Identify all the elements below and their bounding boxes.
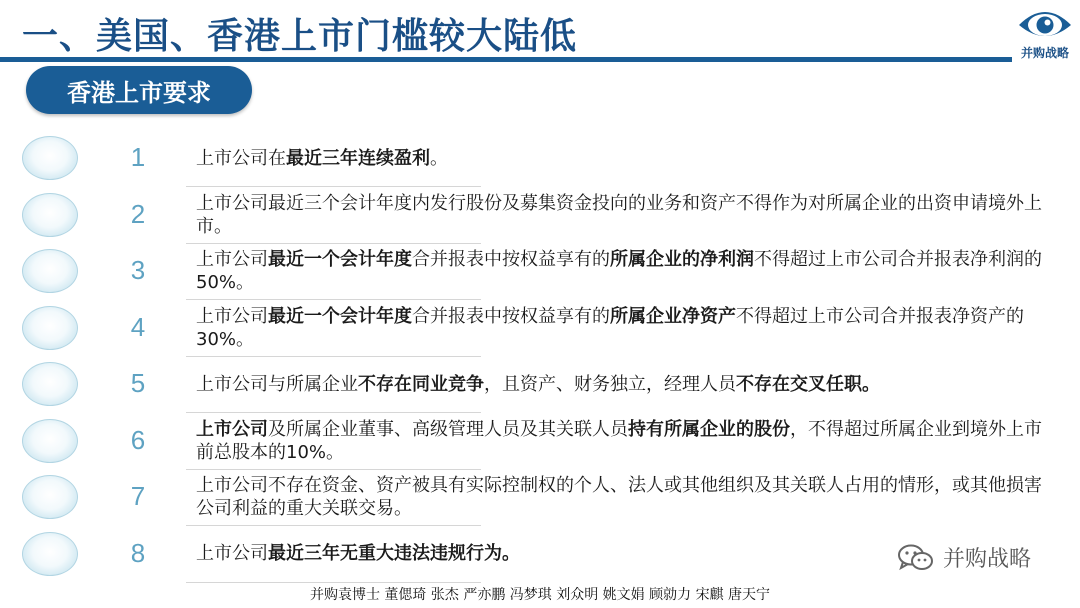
footer-credits: 并购袁博士 董偲琦 张杰 严亦鹏 冯梦琪 刘众明 姚文娟 顾勍力 宋麒 唐天宁 <box>309 587 771 603</box>
eye-icon <box>1016 4 1074 44</box>
row-text-segment: 及所属企业董事、高级管理人员及其关联人员 <box>268 418 628 440</box>
row-oval-marker <box>22 193 78 237</box>
row-text <box>196 305 1056 351</box>
row-oval-marker <box>22 532 78 576</box>
row-oval-marker <box>22 362 78 406</box>
requirement-row <box>0 358 1080 414</box>
row-text-emphasis: 不存在同业竞争 <box>358 373 484 395</box>
row-text-segment: 上市公司与所属企业 <box>196 373 358 395</box>
row-text-emphasis: 不存在交叉任职。 <box>736 373 880 395</box>
row-text-segment: 合并报表中按权益享有的 <box>412 249 610 271</box>
row-text-emphasis: 最近三年连续盈利 <box>286 147 430 169</box>
row-text <box>196 248 1056 294</box>
row-number: 4 <box>130 311 146 342</box>
row-text-emphasis: 最近一个会计年度 <box>268 249 412 271</box>
section-label: 香港上市要求 <box>26 66 252 114</box>
row-text-emphasis: 最近三年无重大违法违规行为。 <box>268 543 520 565</box>
row-divider <box>186 469 481 470</box>
requirement-row <box>0 415 1080 471</box>
row-text-emphasis: 最近一个会计年度 <box>268 305 412 327</box>
requirement-row <box>0 302 1080 358</box>
row-text <box>196 192 1056 238</box>
row-number: 3 <box>130 255 146 285</box>
row-number: 7 <box>130 481 146 511</box>
row-number: 8 <box>130 537 146 568</box>
page-title: 一、美国、香港上市门槛较大陆低 <box>22 16 578 57</box>
row-oval-marker <box>22 136 78 180</box>
row-divider <box>186 299 481 300</box>
row-number: 2 <box>130 198 146 229</box>
row-text <box>196 373 1056 396</box>
row-text-segment: 不得超过上市公司合并报表净资产的30%。 <box>196 305 1024 350</box>
row-oval-marker <box>22 419 78 463</box>
row-text-emphasis: 上市公司 <box>196 418 268 440</box>
row-text-segment: 上市公司在 <box>196 147 286 169</box>
row-text <box>196 418 1056 464</box>
row-text-segment: 。 <box>430 147 448 169</box>
row-text-segment: 上市公司最近三个会计年度内发行股份及募集资金投向的业务和资产不得作为对所属企业的出资申请境外上市。 <box>196 192 1042 237</box>
row-number: 6 <box>130 424 146 455</box>
row-text-emphasis: 持有所属企业的股份 <box>628 418 790 440</box>
requirement-row <box>0 189 1080 245</box>
row-text-segment: 上市公司 <box>196 543 268 565</box>
row-divider <box>186 525 481 526</box>
wechat-icon <box>897 543 935 573</box>
row-text <box>196 474 1056 520</box>
wechat-watermark <box>897 542 1031 573</box>
logo-text: 并购战略 <box>1020 46 1069 60</box>
row-number: 5 <box>130 368 146 398</box>
row-divider <box>186 243 481 244</box>
title-underline <box>0 57 1012 62</box>
row-text-segment: 上市公司不存在资金、资产被具有实际控制权的个人、法人或其他组织及其关联人占用的情形，或其他损害公司利益的重大关联交易。 <box>196 475 1042 520</box>
row-text-segment: 合并报表中按权益享有的 <box>412 305 610 327</box>
row-number: 1 <box>130 142 146 172</box>
row-divider <box>186 582 481 583</box>
row-text-segment: ，且资产、财务独立，经理人员 <box>484 373 736 395</box>
row-oval-marker <box>22 475 78 519</box>
row-text <box>196 147 1056 170</box>
row-oval-marker <box>22 306 78 350</box>
row-text-segment: 上市公司 <box>196 249 268 271</box>
row-text-emphasis: 所属企业的净利润 <box>610 249 754 271</box>
row-text-emphasis: 所属企业净资产 <box>610 305 736 327</box>
logo <box>1013 4 1077 64</box>
requirement-row <box>0 132 1080 188</box>
row-text-segment: 上市公司 <box>196 305 268 327</box>
row-divider <box>186 412 481 413</box>
requirement-row <box>0 471 1080 527</box>
wechat-label: 并购战略 <box>943 547 1032 572</box>
row-divider <box>186 186 481 187</box>
requirement-row <box>0 245 1080 301</box>
row-text-segment: 不得超过上市公司合并报表净利润的50%。 <box>196 249 1042 294</box>
row-oval-marker <box>22 249 78 293</box>
row-divider <box>186 356 481 357</box>
row-text-segment: ，不得超过所属企业到境外上市前总股本的10%。 <box>196 418 1042 463</box>
